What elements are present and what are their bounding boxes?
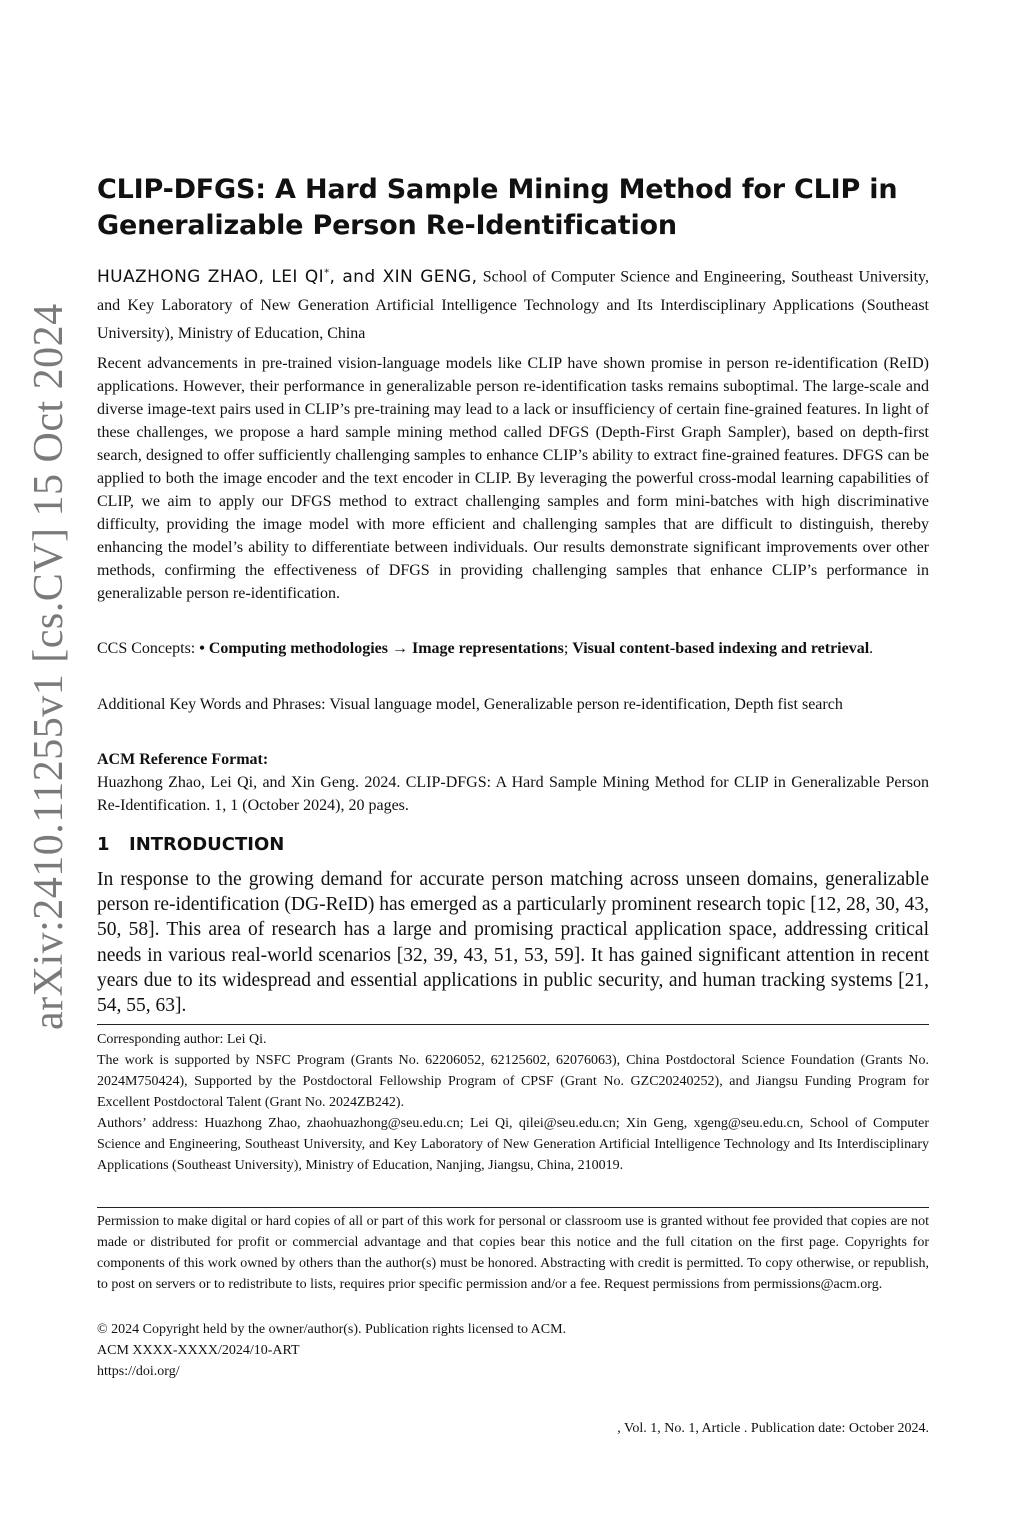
ccs-label: CCS Concepts: — [97, 640, 200, 657]
doi-link[interactable]: https://doi.org/ — [97, 1364, 180, 1379]
author-names-part1: HUAZHONG ZHAO, LEI QI — [97, 266, 325, 287]
arxiv-identifier: arXiv:2410.11255v1 [cs.CV] 15 Oct 2024 — [26, 303, 72, 1030]
ccs-end: . — [869, 640, 874, 657]
ccs-concept-2: Visual content-based indexing and retrieval — [572, 640, 870, 657]
corresponding-author-mark: * — [324, 267, 330, 278]
abstract: Recent advancements in pre-trained vision-language models like CLIP have shown promise in person re-identification (ReID) applications. However, their performance in generalizable person re-identification tasks remains suboptimal. The large-scale and diverse image-text pairs used in CLIP’s pre-training may lead to a lack or insufficiency of certain fine-grained features. In light of these challenges, we propose a hard sample mining method called DFGS (Depth-First Graph Sampler), based on depth-first search, designed to offer sufficiently challenging samples to enhance CLIP’s ability to extract fine-grained features. DFGS can be applied to both the image encoder and the text encoder in CLIP. By leveraging the powerful cross-modal learning capabilities of CLIP, we aim to apply our DFGS method to extract challenging samples and form mini-batches with high discriminative difficulty, providing the image model with more efficient and challenging samples that are difficult to distinguish, thereby enhancing the model’s ability to differentiate between individuals. Our results demonstrate significant improvements over other methods, confirming the effectiveness of DFGS in providing challenging samples that enhance CLIP’s performance in generalizable person re-identification. — [97, 355, 929, 602]
publication-footer: , Vol. 1, No. 1, Article . Publication date: October 2024. — [617, 1421, 929, 1436]
acm-identifier: ACM XXXX-XXXX/2024/10-ART — [97, 1343, 300, 1358]
ccs-concept-1: Computing methodologies → Image representations — [208, 640, 564, 657]
ccs-bullet: • — [199, 640, 209, 657]
author-names — [97, 267, 477, 287]
permission-divider — [97, 1207, 929, 1208]
section-number: 1 — [97, 834, 110, 855]
ccs-concepts — [97, 637, 929, 660]
reference-format-text: Huazhong Zhao, Lei Qi, and Xin Geng. 2024. CLIP-DFGS: A Hard Sample Mining Method for CLIP in Generalizable Person Re-Identification. 1, 1 (October 2024), 20 pages. — [97, 774, 929, 814]
keywords: Additional Key Words and Phrases: Visual language model, Generalizable person re-identification, Depth fist search — [97, 696, 843, 713]
ccs-separator: ; — [563, 640, 573, 657]
funding-note: The work is supported by NSFC Program (Grants No. 62206052, 62125602, 62076063), China Postdoctoral Science Foundation (Grants No. 2024M750424), Supported by the Postdoctoral Fellowship Program of CPSF (Grant No. GZC20240252), and Jiangsu Funding Program for Excellent Postdoctoral Talent (Grant No. 2024ZB242). — [97, 1053, 929, 1110]
reference-format-heading: ACM Reference Format: — [97, 751, 269, 768]
footnote-divider — [97, 1024, 929, 1025]
permission-notice: Permission to make digital or hard copies of all or part of this work for personal or classroom use is granted without fee provided that copies are not made or distributed for profit or commercial advantage and that copies bear this notice and the full citation on the first page. Copyrights for components of this work owned by others than the author(s) must be honored. Abstracting with credit is permitted. To copy otherwise, or republish, to post on servers or to redistribute to lists, requires prior specific permission and/or a fee. Request permissions from permissions@acm.org. — [97, 1214, 929, 1292]
author-block — [97, 259, 929, 348]
section-title: INTRODUCTION — [129, 834, 285, 855]
copyright-notice: © 2024 Copyright held by the owner/author(s). Publication rights licensed to ACM. — [97, 1322, 567, 1337]
section-heading — [97, 834, 929, 855]
author-addresses: Authors’ address: Huazhong Zhao, zhaohuazhong@seu.edu.cn; Lei Qi, qilei@seu.edu.cn; Xin Geng, xgeng@seu.edu.cn, School of Computer Science and Engineering, Southeast University, and Key Laboratory of New Generation Artificial Intelligence Technology and Its Interdisciplinary Applications (Southeast University), Ministry of Education, Nanjing, Jiangsu, China, 210019. — [97, 1116, 929, 1173]
introduction-paragraph: In response to the growing demand for accurate person matching across unseen domains, generalizable person re-identification (DG-ReID) has emerged as a particularly prominent research topic [12, 28, 30, 43, 50, 58]. This area of research has a large and promising practical application space, addressing critical needs in various real-world scenarios [32, 39, 43, 51, 53, 59]. It has gained significant attention in recent years due to its widespread and essential applications in public security, and human tracking systems [21, 54, 55, 63]. — [97, 869, 929, 1017]
author-names-part2: , and XIN GENG, — [329, 266, 478, 287]
corresponding-author-note: Corresponding author: Lei Qi. — [97, 1032, 267, 1047]
author-affiliation: School of Computer Science and Engineering, Southeast University, and Key Laboratory of New Generation Artificial Intelligence Technology and Its Interdisciplinary Applications (Southeast University), Ministry of Education, China — [97, 268, 929, 342]
paper-title: CLIP-DFGS: A Hard Sample Mining Method for CLIP in Generalizable Person Re-Identification — [97, 174, 898, 241]
